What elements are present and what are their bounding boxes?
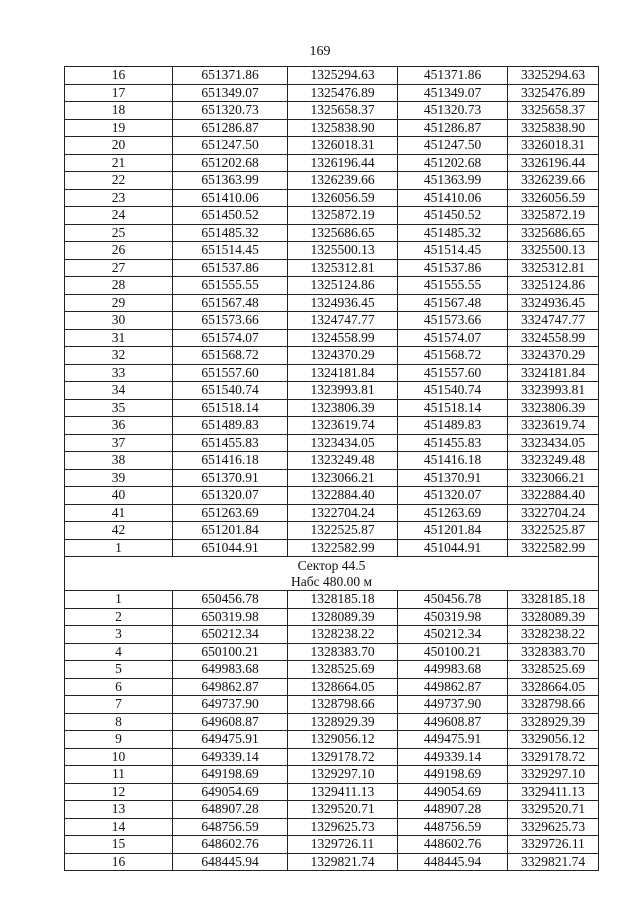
table-cell: 34: [65, 382, 173, 400]
table-cell: 3323993.81: [508, 382, 599, 400]
sector-header-cell: [65, 557, 599, 591]
table-cell: 449198.69: [398, 766, 508, 784]
table-cell: 5: [65, 661, 173, 679]
table-cell: 651371.86: [173, 67, 288, 85]
table-row: [65, 399, 599, 417]
table-cell: 3329520.71: [508, 801, 599, 819]
table-cell: 648602.76: [173, 836, 288, 854]
table-cell: 451410.06: [398, 189, 508, 207]
sector-title: Сектор 44.5: [297, 558, 366, 573]
table-cell: 449737.90: [398, 696, 508, 714]
table-cell: 449475.91: [398, 731, 508, 749]
table-row: [65, 522, 599, 540]
table-row: [65, 731, 599, 749]
table-row: [65, 783, 599, 801]
table-cell: 7: [65, 696, 173, 714]
table-cell: 650319.98: [173, 608, 288, 626]
table-cell: 451202.68: [398, 154, 508, 172]
table-cell: 3322525.87: [508, 522, 599, 540]
table-row: [65, 643, 599, 661]
table-row: [65, 504, 599, 522]
table-cell: 451044.91: [398, 539, 508, 557]
table-cell: 1325500.13: [288, 242, 398, 260]
table-row: [65, 364, 599, 382]
table-cell: 451263.69: [398, 504, 508, 522]
table-cell: 648907.28: [173, 801, 288, 819]
table-cell: 3325312.81: [508, 259, 599, 277]
table-cell: 649737.90: [173, 696, 288, 714]
table-cell: 651263.69: [173, 504, 288, 522]
table-cell: 3329411.13: [508, 783, 599, 801]
table-row: [65, 853, 599, 871]
table-cell: 651320.07: [173, 487, 288, 505]
table-cell: 649608.87: [173, 713, 288, 731]
table-cell: 3324558.99: [508, 329, 599, 347]
table-cell: 651410.06: [173, 189, 288, 207]
table-cell: 1322884.40: [288, 487, 398, 505]
table-cell: 3326239.66: [508, 172, 599, 190]
table-cell: 6: [65, 678, 173, 696]
table-cell: 30: [65, 312, 173, 330]
table-row: [65, 329, 599, 347]
table-cell: 36: [65, 417, 173, 435]
table-cell: 3328664.05: [508, 678, 599, 696]
table-row: [65, 84, 599, 102]
table-row: [65, 696, 599, 714]
table-cell: 649983.68: [173, 661, 288, 679]
table-cell: 451286.87: [398, 119, 508, 137]
table-cell: 3323806.39: [508, 399, 599, 417]
table-cell: 1323249.48: [288, 452, 398, 470]
table-cell: 15: [65, 836, 173, 854]
table-cell: 450100.21: [398, 643, 508, 661]
table-cell: 1325312.81: [288, 259, 398, 277]
table-cell: 3323619.74: [508, 417, 599, 435]
table-cell: 1328664.05: [288, 678, 398, 696]
table-cell: 1329297.10: [288, 766, 398, 784]
table-cell: 1328185.18: [288, 591, 398, 609]
table-cell: 3323249.48: [508, 452, 599, 470]
table-cell: 3325838.90: [508, 119, 599, 137]
table-cell: 3326056.59: [508, 189, 599, 207]
table-cell: 3324370.29: [508, 347, 599, 365]
table-cell: 1328798.66: [288, 696, 398, 714]
table-cell: 648756.59: [173, 818, 288, 836]
sector-subtitle: Набс 480.00 м: [290, 573, 373, 589]
table-row: [65, 434, 599, 452]
table-cell: 39: [65, 469, 173, 487]
table-cell: 448602.76: [398, 836, 508, 854]
table-cell: 3324936.45: [508, 294, 599, 312]
page-number: 169: [309, 44, 331, 59]
table-row: [65, 818, 599, 836]
table-cell: 3322582.99: [508, 539, 599, 557]
table-cell: 448756.59: [398, 818, 508, 836]
table-cell: 25: [65, 224, 173, 242]
table-cell: 451573.66: [398, 312, 508, 330]
table-cell: 651557.60: [173, 364, 288, 382]
table-cell: 1325124.86: [288, 277, 398, 295]
table-cell: 13: [65, 801, 173, 819]
table-cell: 1329726.11: [288, 836, 398, 854]
table-cell: 3325124.86: [508, 277, 599, 295]
table-cell: 3: [65, 626, 173, 644]
table-cell: 1324747.77: [288, 312, 398, 330]
table-cell: 23: [65, 189, 173, 207]
table-cell: 12: [65, 783, 173, 801]
table-cell: 651202.68: [173, 154, 288, 172]
table-row: [65, 154, 599, 172]
table-cell: 651416.18: [173, 452, 288, 470]
table-cell: 451485.32: [398, 224, 508, 242]
table-cell: 4: [65, 643, 173, 661]
table-cell: 449862.87: [398, 678, 508, 696]
table-cell: 8: [65, 713, 173, 731]
table-row: [65, 626, 599, 644]
table-cell: 3323434.05: [508, 434, 599, 452]
table-row: [65, 487, 599, 505]
table-cell: 1324558.99: [288, 329, 398, 347]
table-cell: 16: [65, 853, 173, 871]
table-cell: 3329178.72: [508, 748, 599, 766]
table-cell: 3328383.70: [508, 643, 599, 661]
table-cell: 1323806.39: [288, 399, 398, 417]
table-cell: 2: [65, 608, 173, 626]
table-cell: 651568.72: [173, 347, 288, 365]
table-cell: 1329178.72: [288, 748, 398, 766]
table-cell: 1322525.87: [288, 522, 398, 540]
table-cell: 3323066.21: [508, 469, 599, 487]
table-cell: 649339.14: [173, 748, 288, 766]
rows-after-sector: [65, 591, 599, 871]
table-cell: 448907.28: [398, 801, 508, 819]
table-cell: 3324747.77: [508, 312, 599, 330]
table-cell: 1328089.39: [288, 608, 398, 626]
table-cell: 651574.07: [173, 329, 288, 347]
table-cell: 451455.83: [398, 434, 508, 452]
table-row: [65, 312, 599, 330]
table-cell: 1324370.29: [288, 347, 398, 365]
table-cell: 31: [65, 329, 173, 347]
table-cell: 3328929.39: [508, 713, 599, 731]
table-cell: 651573.66: [173, 312, 288, 330]
table-cell: 27: [65, 259, 173, 277]
table-cell: 451557.60: [398, 364, 508, 382]
coordinates-table: [64, 66, 599, 871]
table-row: [65, 189, 599, 207]
table-cell: 450456.78: [398, 591, 508, 609]
table-row: [65, 591, 599, 609]
table-cell: 1324181.84: [288, 364, 398, 382]
table-cell: 3322704.24: [508, 504, 599, 522]
table-cell: 650456.78: [173, 591, 288, 609]
table-cell: 20: [65, 137, 173, 155]
table-cell: 3322884.40: [508, 487, 599, 505]
table-cell: 1323434.05: [288, 434, 398, 452]
table-cell: 451450.52: [398, 207, 508, 225]
table-cell: 18: [65, 102, 173, 120]
table-cell: 650212.34: [173, 626, 288, 644]
table-cell: 649054.69: [173, 783, 288, 801]
table-row: [65, 748, 599, 766]
table-cell: 451489.83: [398, 417, 508, 435]
table-cell: 451320.73: [398, 102, 508, 120]
table-cell: 451371.86: [398, 67, 508, 85]
table-cell: 1328238.22: [288, 626, 398, 644]
table-cell: 449054.69: [398, 783, 508, 801]
table-cell: 1325658.37: [288, 102, 398, 120]
table-cell: 3329297.10: [508, 766, 599, 784]
table-row: [65, 801, 599, 819]
table-cell: 451537.86: [398, 259, 508, 277]
table-cell: 16: [65, 67, 173, 85]
table-cell: 1323993.81: [288, 382, 398, 400]
table-cell: 451416.18: [398, 452, 508, 470]
table-cell: 3329625.73: [508, 818, 599, 836]
table-cell: 651540.74: [173, 382, 288, 400]
table-cell: 11: [65, 766, 173, 784]
table-row: [65, 539, 599, 557]
table-cell: 1329821.74: [288, 853, 398, 871]
table-row: [65, 224, 599, 242]
table-cell: 1326018.31: [288, 137, 398, 155]
table-cell: 650100.21: [173, 643, 288, 661]
table-cell: 21: [65, 154, 173, 172]
table-cell: 3328238.22: [508, 626, 599, 644]
table-cell: 649198.69: [173, 766, 288, 784]
table-cell: 449983.68: [398, 661, 508, 679]
table-cell: 651363.99: [173, 172, 288, 190]
table-row: [65, 137, 599, 155]
table-cell: 38: [65, 452, 173, 470]
table-row: [65, 678, 599, 696]
table-cell: 451370.91: [398, 469, 508, 487]
table-cell: 1325838.90: [288, 119, 398, 137]
table-cell: 3328185.18: [508, 591, 599, 609]
table-cell: 451518.14: [398, 399, 508, 417]
table-cell: 648445.94: [173, 853, 288, 871]
table-row: [65, 207, 599, 225]
table-cell: 651518.14: [173, 399, 288, 417]
table-cell: 1325476.89: [288, 84, 398, 102]
table-cell: 451567.48: [398, 294, 508, 312]
table-cell: 651201.84: [173, 522, 288, 540]
table-row: [65, 469, 599, 487]
table-cell: 28: [65, 277, 173, 295]
table-cell: 1: [65, 539, 173, 557]
table-cell: 451247.50: [398, 137, 508, 155]
table-cell: 3325872.19: [508, 207, 599, 225]
table-cell: 451540.74: [398, 382, 508, 400]
table-cell: 3329821.74: [508, 853, 599, 871]
table-cell: 649475.91: [173, 731, 288, 749]
table-cell: 22: [65, 172, 173, 190]
table-row: [65, 608, 599, 626]
table-cell: 35: [65, 399, 173, 417]
table-row: [65, 382, 599, 400]
table-cell: 3325658.37: [508, 102, 599, 120]
sector-header-row: [65, 557, 599, 591]
table-cell: 1326239.66: [288, 172, 398, 190]
table-row: [65, 294, 599, 312]
table-cell: 651247.50: [173, 137, 288, 155]
table-cell: 24: [65, 207, 173, 225]
table-row: [65, 172, 599, 190]
table-row: [65, 713, 599, 731]
table-cell: 651489.83: [173, 417, 288, 435]
table-cell: 3324181.84: [508, 364, 599, 382]
table-cell: 451514.45: [398, 242, 508, 260]
table-cell: 1325686.65: [288, 224, 398, 242]
table-cell: 1329056.12: [288, 731, 398, 749]
table-cell: 33: [65, 364, 173, 382]
table-row: [65, 661, 599, 679]
table-cell: 651537.86: [173, 259, 288, 277]
table-cell: 449339.14: [398, 748, 508, 766]
table-cell: 651286.87: [173, 119, 288, 137]
table-cell: 3328525.69: [508, 661, 599, 679]
table-cell: 451320.07: [398, 487, 508, 505]
table-cell: 3328089.39: [508, 608, 599, 626]
table-cell: 3325686.65: [508, 224, 599, 242]
table-row: [65, 242, 599, 260]
table-cell: 17: [65, 84, 173, 102]
table-cell: 3325294.63: [508, 67, 599, 85]
table-cell: 41: [65, 504, 173, 522]
table-cell: 37: [65, 434, 173, 452]
table-cell: 3326018.31: [508, 137, 599, 155]
table-cell: 29: [65, 294, 173, 312]
table-cell: 651555.55: [173, 277, 288, 295]
table-cell: 1329625.73: [288, 818, 398, 836]
table-cell: 3328798.66: [508, 696, 599, 714]
table-cell: 451201.84: [398, 522, 508, 540]
table-row: [65, 347, 599, 365]
table-cell: 3329056.12: [508, 731, 599, 749]
table-cell: 1328383.70: [288, 643, 398, 661]
table-cell: 651567.48: [173, 294, 288, 312]
table-row: [65, 67, 599, 85]
table-cell: 19: [65, 119, 173, 137]
table-cell: 1326056.59: [288, 189, 398, 207]
table-cell: 3325500.13: [508, 242, 599, 260]
table-cell: 3325476.89: [508, 84, 599, 102]
table-cell: 451349.07: [398, 84, 508, 102]
table-cell: 14: [65, 818, 173, 836]
table-cell: 651450.52: [173, 207, 288, 225]
table-cell: 1325872.19: [288, 207, 398, 225]
table-cell: 1325294.63: [288, 67, 398, 85]
table-cell: 651485.32: [173, 224, 288, 242]
table-cell: 1329411.13: [288, 783, 398, 801]
table-row: [65, 417, 599, 435]
table-cell: 1323066.21: [288, 469, 398, 487]
table-cell: 651455.83: [173, 434, 288, 452]
table-cell: 451363.99: [398, 172, 508, 190]
table-cell: 42: [65, 522, 173, 540]
table-cell: 1322582.99: [288, 539, 398, 557]
table-cell: 1329520.71: [288, 801, 398, 819]
table-cell: 3326196.44: [508, 154, 599, 172]
table-cell: 3329726.11: [508, 836, 599, 854]
table-cell: 451568.72: [398, 347, 508, 365]
table-cell: 1326196.44: [288, 154, 398, 172]
table-cell: 451574.07: [398, 329, 508, 347]
table-cell: 1322704.24: [288, 504, 398, 522]
table-row: [65, 452, 599, 470]
rows-before-sector: [65, 67, 599, 557]
table-row: [65, 119, 599, 137]
table-cell: 450319.98: [398, 608, 508, 626]
table-cell: 40: [65, 487, 173, 505]
table-row: [65, 836, 599, 854]
table-cell: 26: [65, 242, 173, 260]
table-cell: 450212.34: [398, 626, 508, 644]
table-cell: 651514.45: [173, 242, 288, 260]
table-cell: 451555.55: [398, 277, 508, 295]
table-cell: 9: [65, 731, 173, 749]
table-cell: 1328525.69: [288, 661, 398, 679]
table-cell: 448445.94: [398, 853, 508, 871]
table-row: [65, 277, 599, 295]
table-cell: 449608.87: [398, 713, 508, 731]
table-cell: 651349.07: [173, 84, 288, 102]
table-cell: 649862.87: [173, 678, 288, 696]
table-row: [65, 259, 599, 277]
table-row: [65, 102, 599, 120]
table-cell: 32: [65, 347, 173, 365]
table-cell: 1: [65, 591, 173, 609]
table-cell: 651044.91: [173, 539, 288, 557]
table-cell: 1324936.45: [288, 294, 398, 312]
table-cell: 1328929.39: [288, 713, 398, 731]
table-cell: 10: [65, 748, 173, 766]
table-cell: 651370.91: [173, 469, 288, 487]
table-cell: 1323619.74: [288, 417, 398, 435]
table-row: [65, 766, 599, 784]
table-cell: 651320.73: [173, 102, 288, 120]
sector-header-group: [65, 557, 599, 591]
